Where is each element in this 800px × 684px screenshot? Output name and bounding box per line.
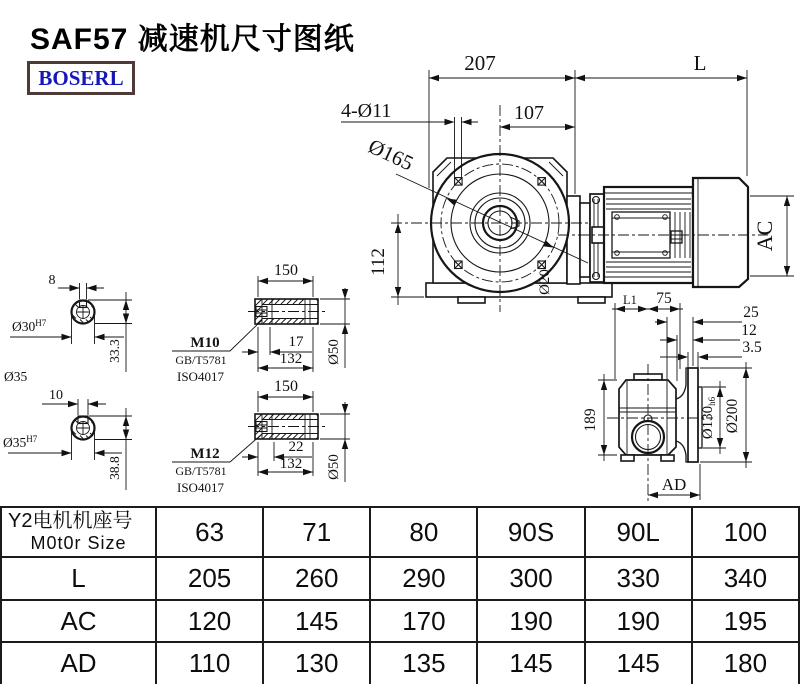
dim-o130-value: Ø130 (700, 405, 716, 440)
brand-logo: BOSERL (27, 61, 135, 95)
dim-o200: Ø200 (724, 398, 741, 434)
header-motor-size-en: M0t0r Size (30, 533, 127, 554)
table-row-ac (1, 600, 799, 642)
shaft2-dim-150: 150 (274, 378, 298, 395)
shaft-section-top (10, 273, 132, 372)
shaft1-dim-17: 17 (288, 334, 304, 350)
dim-o30-value: Ø30 (12, 319, 36, 334)
shaft1-dim-132: 132 (279, 351, 303, 367)
cell-ac-90s: 190 (477, 600, 584, 642)
dim-107: 107 (514, 102, 544, 124)
dim-38-8: 38.8 (107, 456, 122, 480)
col-90l: 90L (585, 507, 692, 557)
front-view (391, 105, 612, 312)
hollow-shaft-2 (242, 378, 350, 482)
dim-o165: Ø165 (364, 133, 418, 176)
gb-standard-label-2: GB/T5781 (175, 464, 227, 478)
col-80: 80 (370, 507, 477, 557)
shaft-section-bottom (3, 388, 132, 490)
header-motor-size-cn: Y2电机机座号 (8, 510, 133, 533)
dim-ac: AC (752, 220, 777, 252)
dim-4xo11: 4-Ø11 (341, 100, 392, 122)
cell-l-80: 290 (370, 557, 477, 600)
table-header-row (1, 507, 799, 557)
cell-ac-100: 195 (692, 600, 799, 642)
iso-standard-label: ISO4017 (177, 369, 224, 384)
dim-112: 112 (368, 248, 389, 276)
iso-standard-label-2: ISO4017 (177, 480, 224, 495)
cell-ad-100: 180 (692, 642, 799, 684)
cell-ac-63: 120 (156, 600, 263, 642)
header-motor-size (1, 507, 156, 557)
row-label-ad: AD (1, 642, 156, 684)
row-label-ac: AC (1, 600, 156, 642)
cell-l-90s: 300 (477, 557, 584, 600)
dim-75: 75 (656, 290, 672, 307)
page-title: SAF57 减速机尺寸图纸 (30, 23, 355, 56)
dimension-table (0, 506, 800, 684)
cell-ad-80: 135 (370, 642, 477, 684)
dim-o35-value: Ø35 (3, 435, 27, 450)
gb-standard-label: GB/T5781 (175, 353, 227, 367)
row-label-l: L (1, 557, 156, 600)
shaft2-dim-o50: Ø50 (326, 454, 342, 480)
dim-3-5: 3.5 (742, 339, 762, 356)
dim-189: 189 (582, 408, 599, 432)
dim-33-3: 33.3 (107, 339, 122, 363)
dim-o20: Ø20 (537, 269, 553, 295)
dim-keyway-8: 8 (48, 273, 56, 288)
dim-o30-tolerance: H7 (35, 318, 47, 328)
dim-207: 207 (464, 51, 496, 75)
dim-25: 25 (743, 304, 759, 321)
col-100: 100 (692, 507, 799, 557)
cell-ac-90l: 190 (585, 600, 692, 642)
m10-label: M10 (190, 335, 220, 351)
cell-ad-63: 110 (156, 642, 263, 684)
motor (558, 178, 768, 287)
cell-l-71: 260 (263, 557, 370, 600)
table-row-ad (1, 642, 799, 684)
cell-ad-90l: 145 (585, 642, 692, 684)
table-row-l (1, 557, 799, 600)
cell-ac-71: 145 (263, 600, 370, 642)
dim-l1: L1 (623, 293, 637, 307)
col-71: 71 (263, 507, 370, 557)
thread-callout-m12 (172, 434, 262, 495)
cell-ad-71: 130 (263, 642, 370, 684)
shaft2-dim-22: 22 (288, 439, 304, 455)
shaft1-dim-150: 150 (274, 262, 298, 279)
shaft1-dim-o50: Ø50 (326, 339, 342, 365)
dim-12: 12 (741, 322, 757, 339)
cell-ad-90s: 145 (477, 642, 584, 684)
label-o35: Ø35 (4, 369, 28, 384)
cell-l-63: 205 (156, 557, 263, 600)
hollow-shaft-1 (242, 262, 350, 372)
dim-keyway-10: 10 (49, 388, 63, 403)
col-90s: 90S (477, 507, 584, 557)
dim-o30h7 (12, 318, 47, 334)
side-view (607, 364, 713, 503)
dim-l: L (693, 51, 707, 75)
col-63: 63 (156, 507, 263, 557)
dim-o35h7 (3, 434, 38, 450)
m12-label: M12 (190, 446, 220, 462)
dim-o130-tolerance: h6 (707, 396, 717, 406)
cell-l-90l: 330 (585, 557, 692, 600)
cell-ac-80: 170 (370, 600, 477, 642)
shaft2-dim-132: 132 (279, 456, 303, 472)
cell-l-100: 340 (692, 557, 799, 600)
dim-ad: AD (661, 475, 687, 494)
dim-o35-tolerance: H7 (26, 434, 38, 444)
